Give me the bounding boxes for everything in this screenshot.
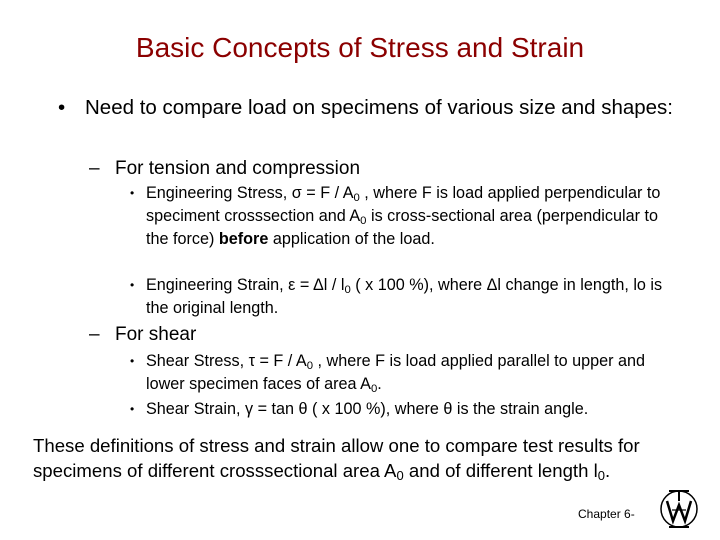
text-run: Engineering Strain, ε = Δl / l xyxy=(146,276,345,294)
bullet-marker: • xyxy=(130,354,135,368)
bullet-marker: • xyxy=(130,402,135,416)
subscript: 0 xyxy=(396,468,404,483)
subscript: 0 xyxy=(344,284,351,296)
chapter-label: Chapter 6- xyxy=(578,507,635,521)
shear-heading: For shear xyxy=(115,324,197,345)
text-run: is cross-sectional area (perpendicular to the force) xyxy=(146,207,658,248)
tension-heading-item xyxy=(89,157,361,181)
shear-stress-item xyxy=(130,350,665,396)
bold-text: before xyxy=(218,230,269,248)
text-run: . xyxy=(604,460,611,481)
dash-marker: – xyxy=(89,324,100,345)
wiley-logo-icon xyxy=(659,489,699,529)
text-run: Engineering Stress, σ = F / A xyxy=(146,184,354,202)
slide-title: Basic Concepts of Stress and Strain xyxy=(135,32,585,63)
text-run: application of the load. xyxy=(268,230,435,248)
bullet-marker: • xyxy=(130,278,135,292)
text-run: Shear Stress, τ = F / A xyxy=(146,352,307,370)
bullet-marker: • xyxy=(130,186,135,200)
conclusion-paragraph xyxy=(33,433,713,483)
text-run: and of different length l xyxy=(403,460,598,481)
text-run: . xyxy=(377,375,382,393)
main-bullet xyxy=(58,94,678,122)
shear-strain-item xyxy=(130,398,690,421)
subscript: 0 xyxy=(370,383,378,395)
main-bullet-text: Need to compare load on specimens of various size and shapes: xyxy=(85,96,674,119)
bullet-marker: • xyxy=(58,96,66,119)
subscript: 0 xyxy=(353,192,360,204)
tension-heading: For tension and compression xyxy=(115,158,361,179)
subscript: 0 xyxy=(360,215,367,227)
engineering-strain-item xyxy=(130,274,665,320)
text-run: Shear Strain, γ = tan θ ( x 100 %), where θ is the strain angle. xyxy=(146,400,589,418)
subscript: 0 xyxy=(306,360,314,372)
text-run: , where F is load applied parallel to upper and lower specimen faces of area A xyxy=(146,352,646,393)
dash-marker: – xyxy=(89,158,100,179)
shear-heading-item xyxy=(89,323,197,347)
subscript: 0 xyxy=(597,468,605,483)
text-run: These definitions of stress and strain allow one to compare test results for specimens of different crosssectional area A xyxy=(33,435,640,481)
engineering-stress-item xyxy=(130,182,665,251)
text-run: , where F is load applied perpendicular to speciment crosssection and A xyxy=(146,184,661,225)
text-run: ( x 100 %), where Δl change in length, lo is the original length. xyxy=(146,276,663,317)
